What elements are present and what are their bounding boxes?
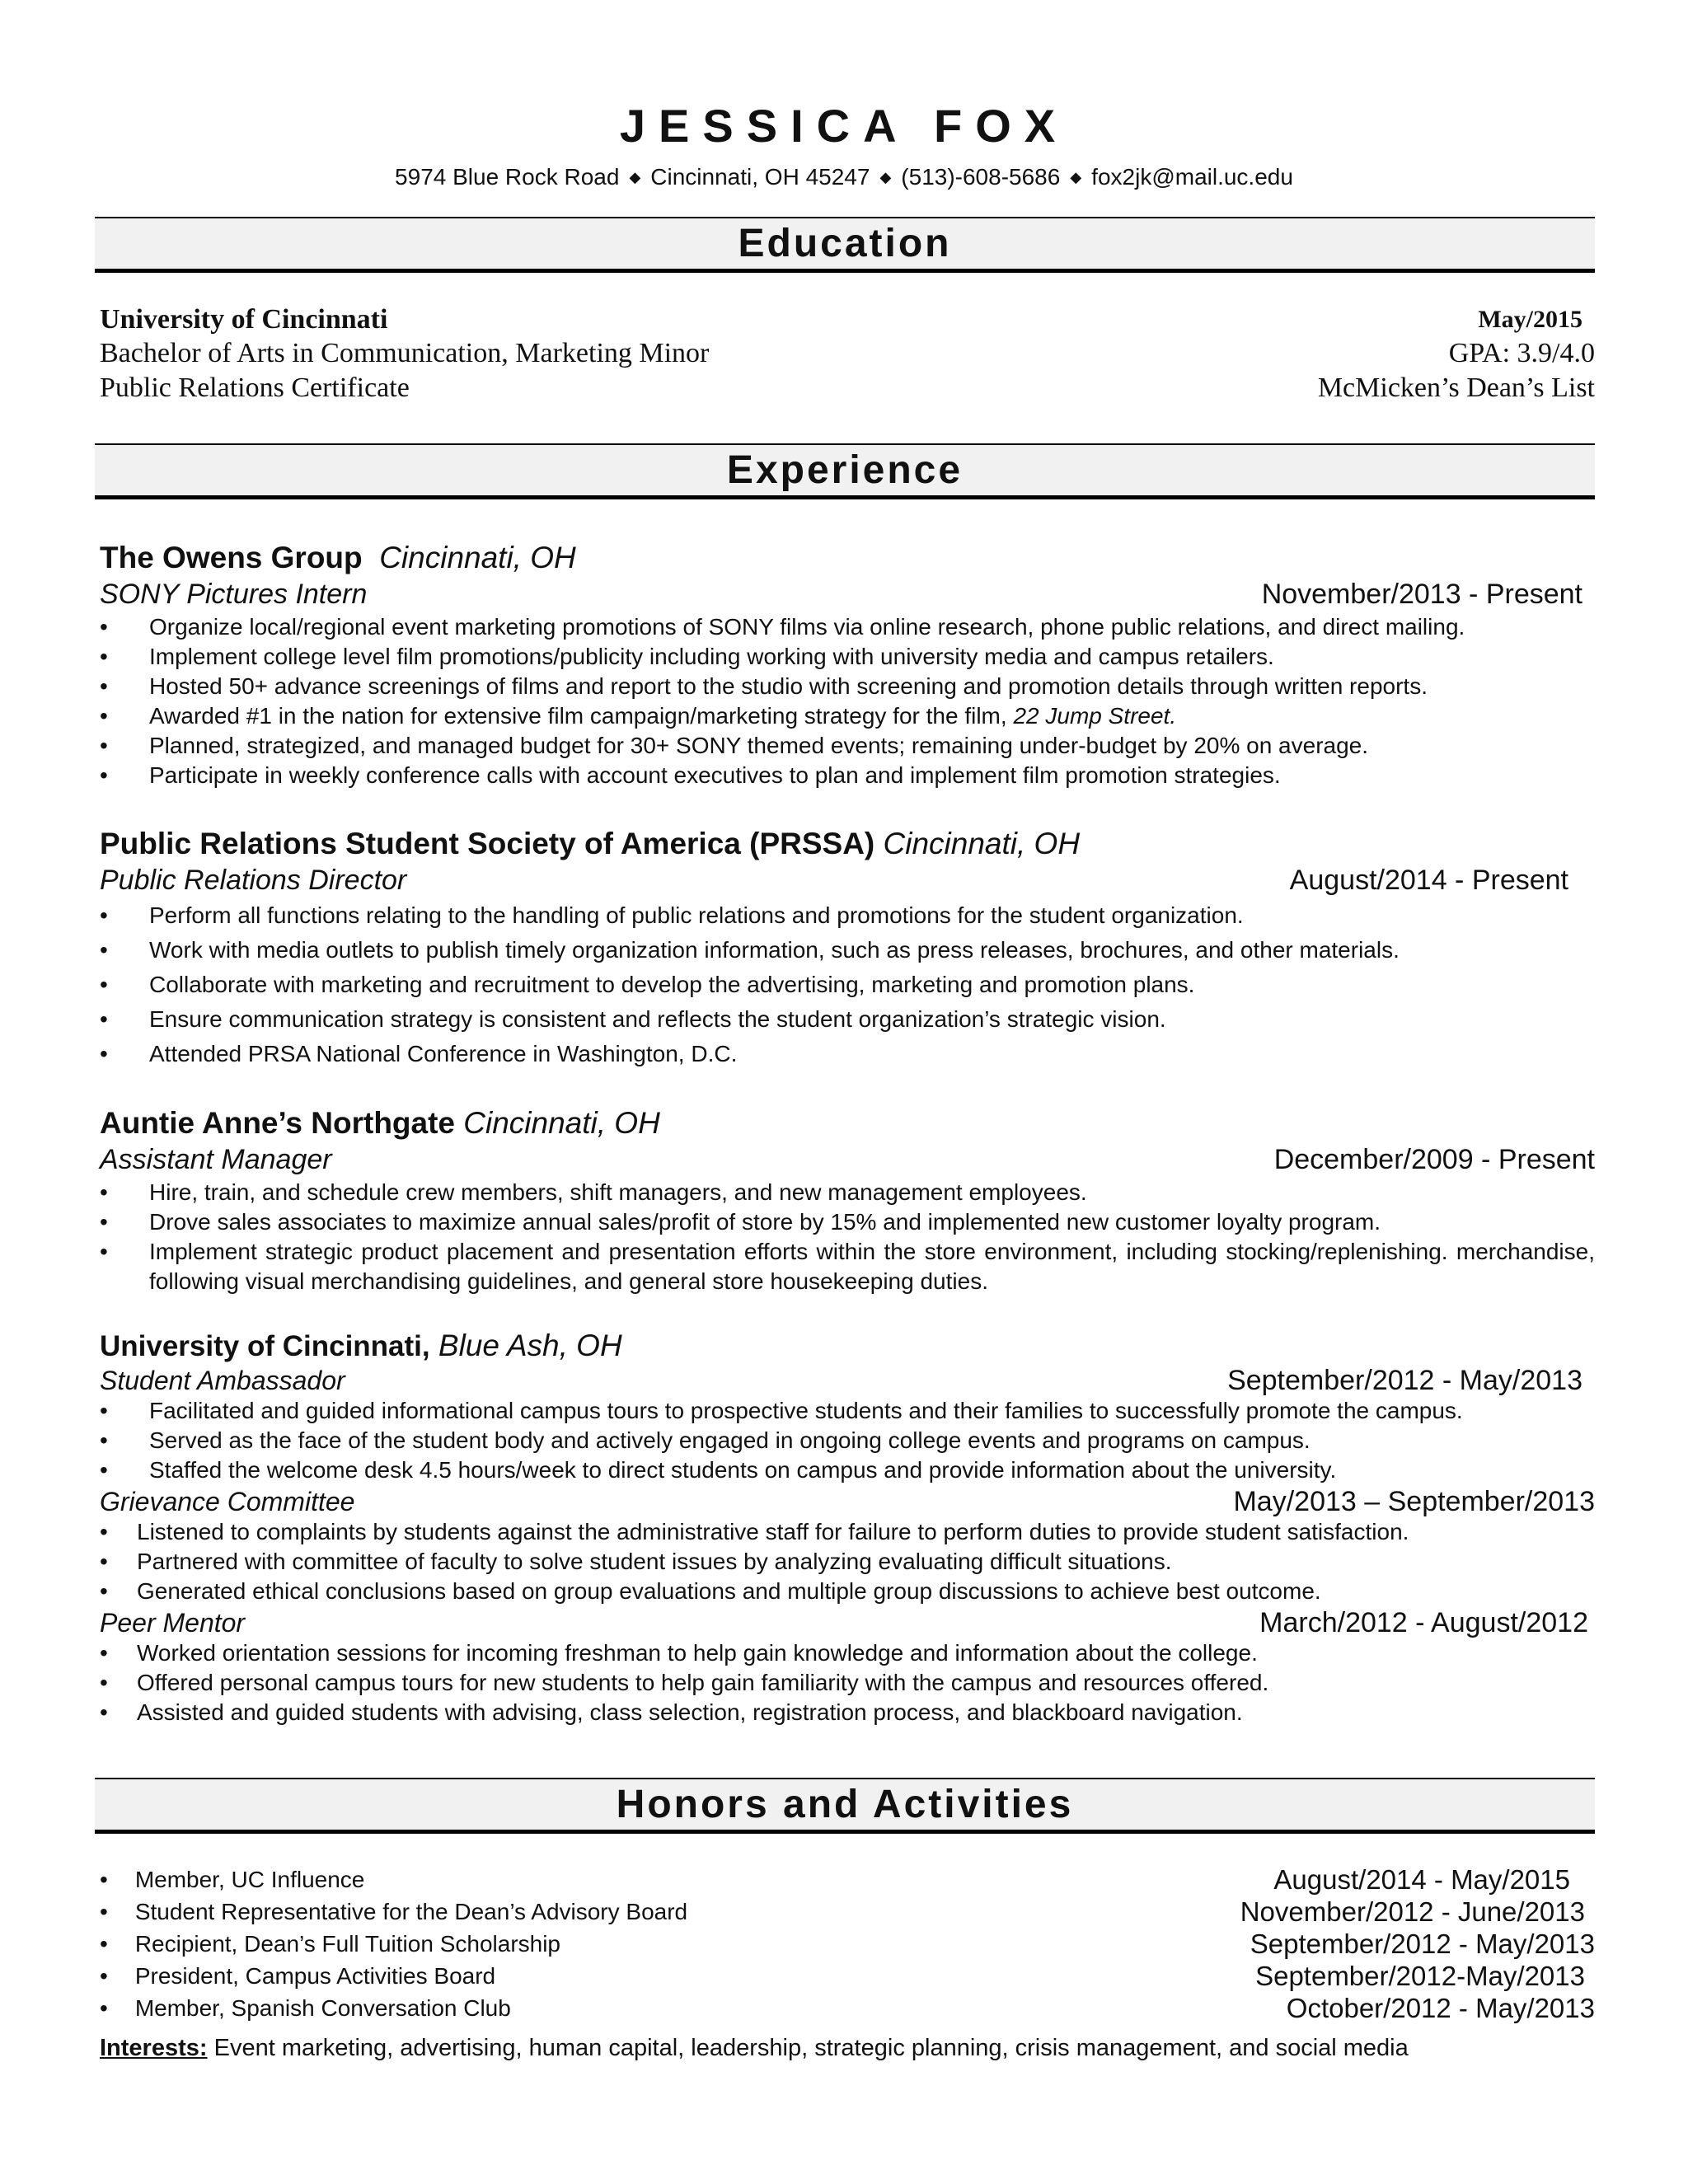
film-title: 22 Jump Street. [1013, 703, 1177, 729]
education-row-school [100, 303, 1595, 336]
employer: The Owens Group [100, 541, 363, 574]
education-section-header [95, 217, 1595, 273]
certificate: Public Relations Certificate [100, 373, 410, 403]
job-title: Public Relations Director [100, 865, 407, 896]
honor-label: • President, Campus Activities Board [100, 1963, 496, 1989]
honor-label: • Recipient, Dean’s Full Tuition Scholarship [100, 1931, 561, 1957]
degree: Bachelor of Arts in Communication, Marketing Minor [100, 338, 710, 368]
section-title: Education [738, 222, 952, 265]
list-item: • Organize local/regional event marketing promotions of SONY films via online research, phone public relations, and direct mailing. [100, 612, 1595, 642]
honor-row [100, 1961, 1595, 1994]
role-title: Peer Mentor [100, 1608, 246, 1638]
role-mentor-bullets [100, 1638, 1595, 1727]
list-item: • Collaborate with marketing and recruitment to develop the advertising, marketing and promotion plans. [100, 968, 1595, 1002]
interests-text: Event marketing, advertising, human capital, leadership, strategic planning, crisis management, and social media [207, 2035, 1409, 2061]
interests-line [100, 2033, 1409, 2063]
honor-row [100, 1897, 1595, 1930]
job-auntie-title-row [100, 1143, 1595, 1176]
role-grievance-row [100, 1485, 1595, 1518]
section-title: Experience [726, 448, 964, 492]
list-item: • Planned, strategized, and managed budget for 30+ SONY themed events; remaining under-budget by 20% on average. [100, 731, 1595, 761]
employer: Public Relations Student Society of America (PRSSA) [100, 827, 875, 860]
job-owens-title-row [100, 578, 1595, 611]
job-dates: November/2013 - Present [1261, 579, 1582, 610]
honor-row [100, 1994, 1595, 2027]
candidate-name: JESSICA FOX [619, 100, 1069, 152]
list-item: • Partnered with committee of faculty to solve student issues by analyzing evaluating difficult situations. [100, 1547, 1595, 1577]
honor-label: • Member, Spanish Conversation Club [100, 1995, 511, 2021]
list-item: • Assisted and guided students with advising, class selection, registration process, and blackboard navigation. [100, 1698, 1595, 1727]
list-item: • Awarded #1 in the nation for extensive film campaign/marketing strategy for the film, 22 Jump Street. [100, 701, 1595, 731]
job-location: Cincinnati, OH [463, 1106, 660, 1140]
diamond-separator-icon: ◆ [629, 169, 641, 185]
list-item: • Facilitated and guided informational campus tours to prospective students and their families to successfully promote the campus. [100, 1396, 1595, 1426]
list-item: • Staffed the welcome desk 4.5 hours/week to direct students on campus and provide information about the university. [100, 1455, 1595, 1485]
list-item: • Implement college level film promotions/publicity including working with university media and campus retailers. [100, 642, 1595, 672]
honor-label: • Member, UC Influence [100, 1867, 365, 1892]
honor-dates: October/2012 - May/2013 [1286, 1993, 1595, 2023]
deans-list: McMicken’s Dean’s List [1317, 373, 1595, 403]
diamond-separator-icon: ◆ [879, 169, 892, 185]
employer: University of Cincinnati, [100, 1330, 430, 1362]
interests-label: Interests: [100, 2035, 208, 2061]
contact-line [0, 162, 1688, 194]
graduation-date: May/2015 [1478, 306, 1582, 333]
list-item: • Implement strategic product placement and presentation efforts within the store environment, including stocking/replenishing. merchandise, following visual merchandising guidelines, and general store housekeeping duties. [100, 1237, 1595, 1296]
list-item: • Ensure communication strategy is consistent and reflects the student organization’s strategic vision. [100, 1002, 1595, 1037]
list-item: • Perform all functions relating to the handling of public relations and promotions for the student organization. [100, 898, 1595, 933]
honor-dates: September/2012 - May/2013 [1250, 1929, 1595, 1959]
job-owens-header [100, 540, 1595, 573]
role-title: Student Ambassador [100, 1366, 345, 1395]
education-row-degree [100, 337, 1595, 370]
job-owens-bullets [100, 612, 1595, 790]
list-item: • Generated ethical conclusions based on group evaluations and multiple group discussions to achieve best outcome. [100, 1577, 1595, 1606]
job-dates: August/2014 - Present [1289, 865, 1568, 896]
role-mentor-row [100, 1606, 1595, 1639]
job-location: Cincinnati, OH [883, 827, 1081, 860]
employer: Auntie Anne’s Northgate [100, 1106, 455, 1140]
role-dates: May/2013 – September/2013 [1233, 1486, 1595, 1517]
education-row-certificate [100, 372, 1595, 405]
job-dates: December/2009 - Present [1273, 1144, 1595, 1175]
job-prssa-header [100, 826, 1595, 859]
honors-section-header [95, 1778, 1595, 1834]
list-item: • Served as the face of the student body and actively engaged in ongoing college events and programs on campus. [100, 1426, 1595, 1455]
list-item: • Work with media outlets to publish timely organization information, such as press releases, brochures, and other materials. [100, 933, 1595, 968]
job-auntie-header [100, 1105, 1595, 1138]
job-uc-header [100, 1328, 1595, 1361]
list-item: • Hosted 50+ advance screenings of films and report to the studio with screening and promotion details through written reports. [100, 672, 1595, 701]
list-item: • Attended PRSA National Conference in Washington, D.C. [100, 1037, 1595, 1071]
section-title: Honors and Activities [616, 1783, 1074, 1826]
honor-label: • Student Representative for the Dean’s Advisory Board [100, 1899, 688, 1924]
role-dates: March/2012 - August/2012 [1259, 1607, 1588, 1638]
address: 5974 Blue Rock Road [395, 164, 620, 190]
honor-dates: November/2012 - June/2013 [1240, 1896, 1585, 1927]
job-title: Assistant Manager [100, 1144, 332, 1175]
role-grievance-bullets [100, 1517, 1595, 1606]
phone: (513)-608-5686 [901, 164, 1061, 190]
list-item: • Participate in weekly conference calls with account executives to plan and implement film promotion strategies. [100, 761, 1595, 790]
diamond-separator-icon: ◆ [1070, 169, 1082, 185]
list-item: • Offered personal campus tours for new students to help gain familiarity with the campus and resources offered. [100, 1668, 1595, 1698]
city: Cincinnati, OH 45247 [650, 164, 870, 190]
role-ambassador-bullets [100, 1396, 1595, 1485]
school-name: University of Cincinnati [100, 304, 388, 335]
job-prssa-title-row [100, 864, 1595, 897]
role-ambassador-row [100, 1364, 1595, 1397]
job-location: Blue Ash, OH [438, 1329, 622, 1362]
list-item: • Drove sales associates to maximize annual sales/profit of store by 15% and implemented new customer loyalty program. [100, 1207, 1595, 1237]
list-item: • Listened to complaints by students against the administrative staff for failure to perform duties to provide student satisfaction. [100, 1517, 1595, 1547]
list-item: • Worked orientation sessions for incoming freshman to help gain knowledge and information about the college. [100, 1638, 1595, 1668]
role-title: Grievance Committee [100, 1487, 355, 1516]
experience-section-header [95, 443, 1595, 499]
role-dates: September/2012 - May/2013 [1227, 1365, 1582, 1396]
honor-row [100, 1865, 1595, 1898]
gpa: GPA: 3.9/4.0 [1448, 338, 1595, 368]
list-item: • Hire, train, and schedule crew members, shift managers, and new management employees. [100, 1178, 1595, 1207]
email-link[interactable]: fox2jk@mail.uc.edu [1091, 164, 1293, 190]
job-location: Cincinnati, OH [379, 541, 576, 574]
job-prssa-bullets [100, 898, 1595, 1071]
honor-dates: September/2012-May/2013 [1255, 1961, 1585, 1991]
job-title: SONY Pictures Intern [100, 579, 368, 610]
honor-dates: August/2014 - May/2015 [1273, 1864, 1570, 1895]
job-auntie-bullets [100, 1178, 1595, 1296]
honor-row [100, 1929, 1595, 1962]
